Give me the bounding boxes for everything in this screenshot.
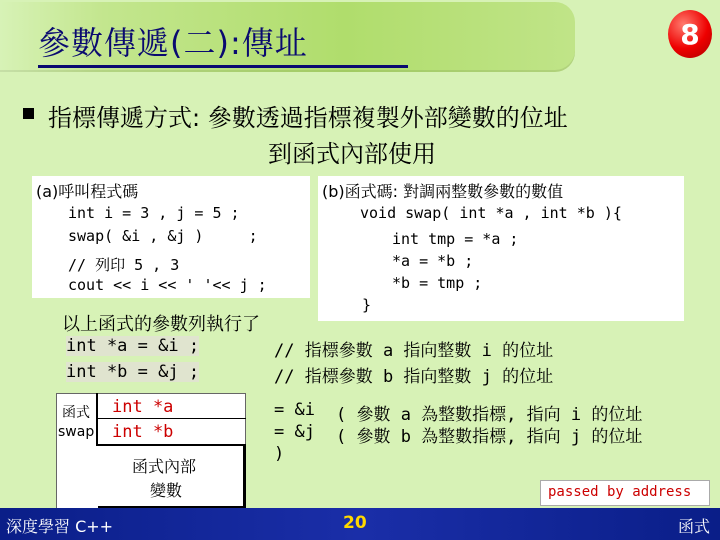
function-code-label: (b)函式碼: 對調兩整數參數的數值	[322, 182, 564, 201]
footer-page-number: 20	[343, 513, 367, 533]
code-line: *b = tmp ;	[392, 274, 483, 292]
stack-divider	[96, 393, 98, 445]
explanation-op-b: = &j	[274, 422, 315, 442]
stack-frame-label-bottom: swap	[58, 424, 95, 440]
code-line: }	[362, 296, 372, 314]
slide-title: 參數傳遞(二):傳址	[38, 24, 308, 62]
code-line: swap( &i , &j ) ;	[68, 227, 258, 245]
title-underline	[38, 65, 408, 68]
stack-frame-label-top: 函式	[62, 405, 90, 421]
footer-course-title: 深度學習 C++	[6, 517, 114, 536]
explanation-text-a: ( 參數 a 為整數指標, 指向 i 的位址	[336, 405, 643, 425]
slide-number-badge: 8	[668, 10, 712, 58]
explanation-text-b: ( 參數 b 為整數指標, 指向 j 的位址	[336, 427, 643, 447]
heading-line-2: 到函式內部使用	[268, 140, 436, 168]
footer-section: 函式	[678, 517, 711, 536]
heading-line-1: 指標傳遞方式: 參數透過指標複製外部變數的位址	[48, 104, 568, 132]
stack-cell-pointer-a: int *a	[112, 397, 174, 417]
local-variables-label-2: 變數	[150, 481, 183, 500]
calling-code-label: (a)呼叫程式碼	[36, 182, 139, 201]
stack-cell-pointer-b: int *b	[112, 422, 174, 442]
pointer-assignment-a: int *a = &i ;	[66, 336, 200, 356]
code-line: int tmp = *a ;	[392, 230, 519, 248]
pointer-comment-b: // 指標參數 b 指向整數 j 的位址	[274, 367, 554, 387]
explanation-op-a: = &i	[274, 400, 315, 420]
explanation-close-paren: )	[274, 444, 285, 464]
code-line: cout << i << ' '<< j ;	[68, 276, 267, 294]
code-line: void swap( int *a , int *b ){	[360, 204, 622, 222]
passed-by-address-label: passed by address	[548, 484, 692, 500]
parameter-note: 以上函式的參數列執行了	[62, 314, 260, 335]
pointer-assignment-b: int *b = &j ;	[66, 362, 200, 382]
code-comment-line: // 列印 5 , 3	[68, 256, 180, 274]
local-variables-label-1: 函式內部	[132, 457, 197, 476]
pointer-comment-a: // 指標參數 a 指向整數 i 的位址	[274, 341, 554, 361]
stack-cell-divider	[96, 418, 246, 419]
code-line: int i = 3 , j = 5 ;	[68, 204, 240, 222]
code-line: *a = *b ;	[392, 252, 474, 270]
bullet-square-icon	[23, 108, 34, 119]
